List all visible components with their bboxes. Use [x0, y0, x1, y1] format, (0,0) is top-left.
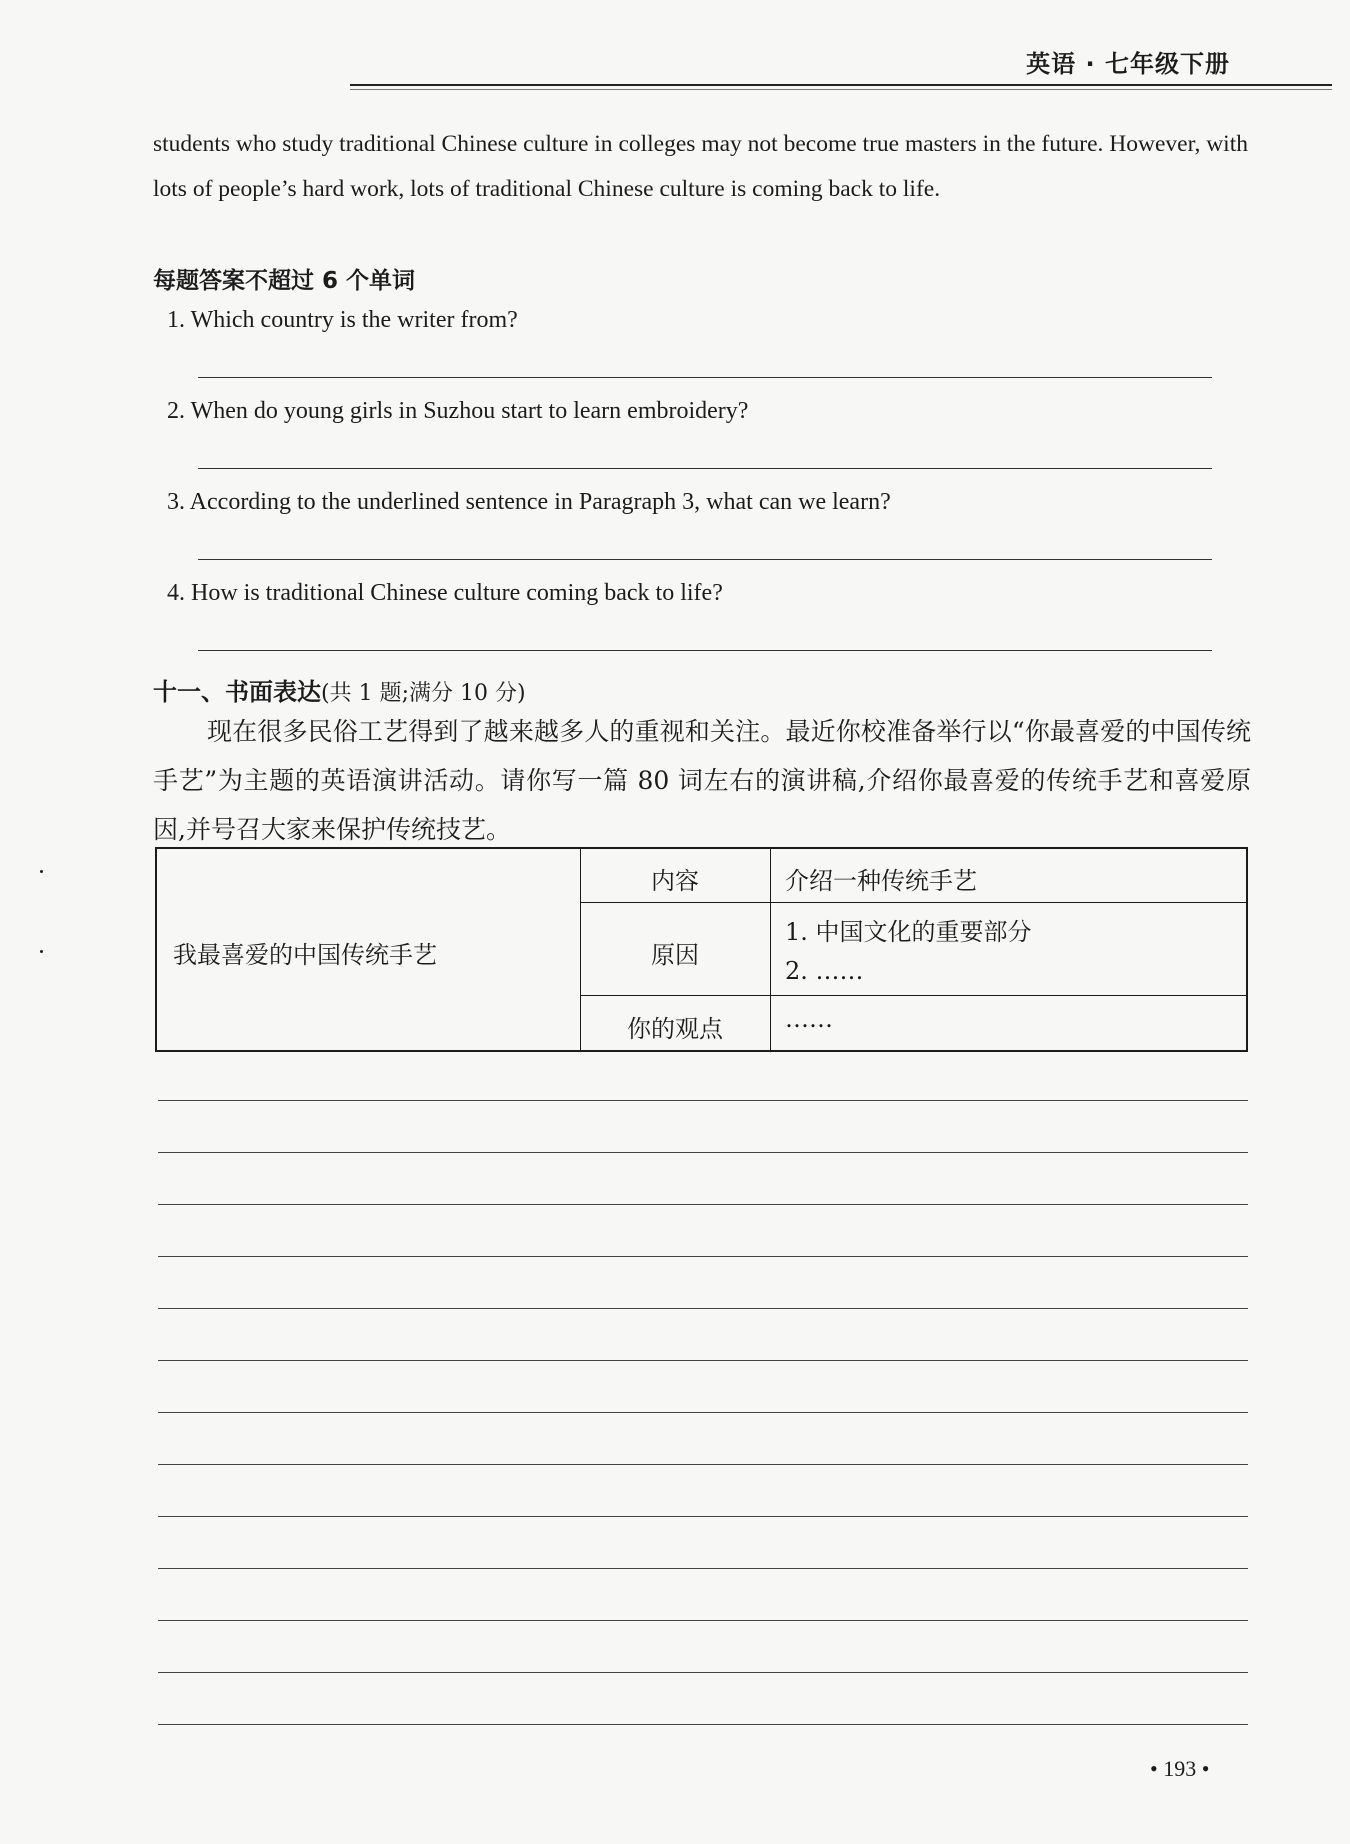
header-rule — [350, 84, 1332, 86]
table-value-reason-1: 1. 中国文化的重要部分 — [785, 918, 1032, 946]
writing-line[interactable] — [158, 1620, 1248, 1621]
margin-mark — [40, 870, 43, 873]
answer-line-2[interactable] — [198, 468, 1212, 469]
table-label-opinion: 你的观点 — [627, 1015, 723, 1043]
writing-line[interactable] — [158, 1256, 1248, 1257]
table-value-reason-2: 2. …… — [785, 957, 864, 985]
question-2: 2. When do young girls in Suzhou start to learn embroidery? — [167, 398, 749, 424]
writing-line[interactable] — [158, 1672, 1248, 1673]
reading-passage: students who study traditional Chinese culture in colleges may not become true masters in the future. However, with lots of people’s hard work, lots of traditional Chinese culture is coming back to life. — [153, 131, 1248, 202]
header-rule-thin — [350, 89, 1332, 90]
writing-line[interactable] — [158, 1308, 1248, 1309]
writing-line[interactable] — [158, 1412, 1248, 1413]
section-title — [153, 672, 526, 707]
answer-instruction: 每题答案不超过 6 个单词 — [153, 268, 416, 294]
writing-line[interactable] — [158, 1100, 1248, 1101]
question-3: 3. According to the underlined sentence in Paragraph 3, what can we learn? — [167, 489, 891, 515]
header-title: 英语 · 七年级下册 — [1026, 50, 1230, 78]
writing-line[interactable] — [158, 1152, 1248, 1153]
answer-line-1[interactable] — [198, 377, 1212, 378]
table-divider-2 — [770, 849, 771, 1050]
section-score-note: (共 1 题;满分 10 分) — [321, 681, 526, 706]
question-4: 4. How is traditional Chinese culture coming back to life? — [167, 580, 723, 606]
writing-line[interactable] — [158, 1568, 1248, 1569]
table-topic: 我最喜爱的中国传统手艺 — [173, 941, 437, 969]
table-value-content: 介绍一种传统手艺 — [785, 867, 977, 895]
writing-prompt: 现在很多民俗工艺得到了越来越多人的重视和关注。最近你校准备举行以“你最喜爱的中国传统手艺”为主题的英语演讲活动。请你写一篇 80 词左右的演讲稿,介绍你最喜爱的传统手艺和喜爱原因,并号召大家来保护传统技艺。 — [153, 717, 1251, 844]
table-value-opinion: …… — [785, 1005, 833, 1033]
writing-line[interactable] — [158, 1464, 1248, 1465]
answer-line-3[interactable] — [198, 559, 1212, 560]
writing-line[interactable] — [158, 1724, 1248, 1725]
section-heading: 十一、书面表达 — [153, 678, 321, 706]
table-label-reason: 原因 — [651, 941, 699, 969]
writing-line[interactable] — [158, 1360, 1248, 1361]
answer-line-4[interactable] — [198, 650, 1212, 651]
writing-line[interactable] — [158, 1204, 1248, 1205]
page-number: • 193 • — [1150, 1756, 1210, 1781]
outline-table — [155, 847, 1248, 1052]
table-row-divider-2 — [580, 995, 1246, 996]
margin-mark — [40, 950, 43, 953]
table-label-content: 内容 — [651, 867, 699, 895]
question-1: 1. Which country is the writer from? — [167, 307, 518, 333]
writing-line[interactable] — [158, 1516, 1248, 1517]
table-row-divider-1 — [580, 902, 1246, 903]
